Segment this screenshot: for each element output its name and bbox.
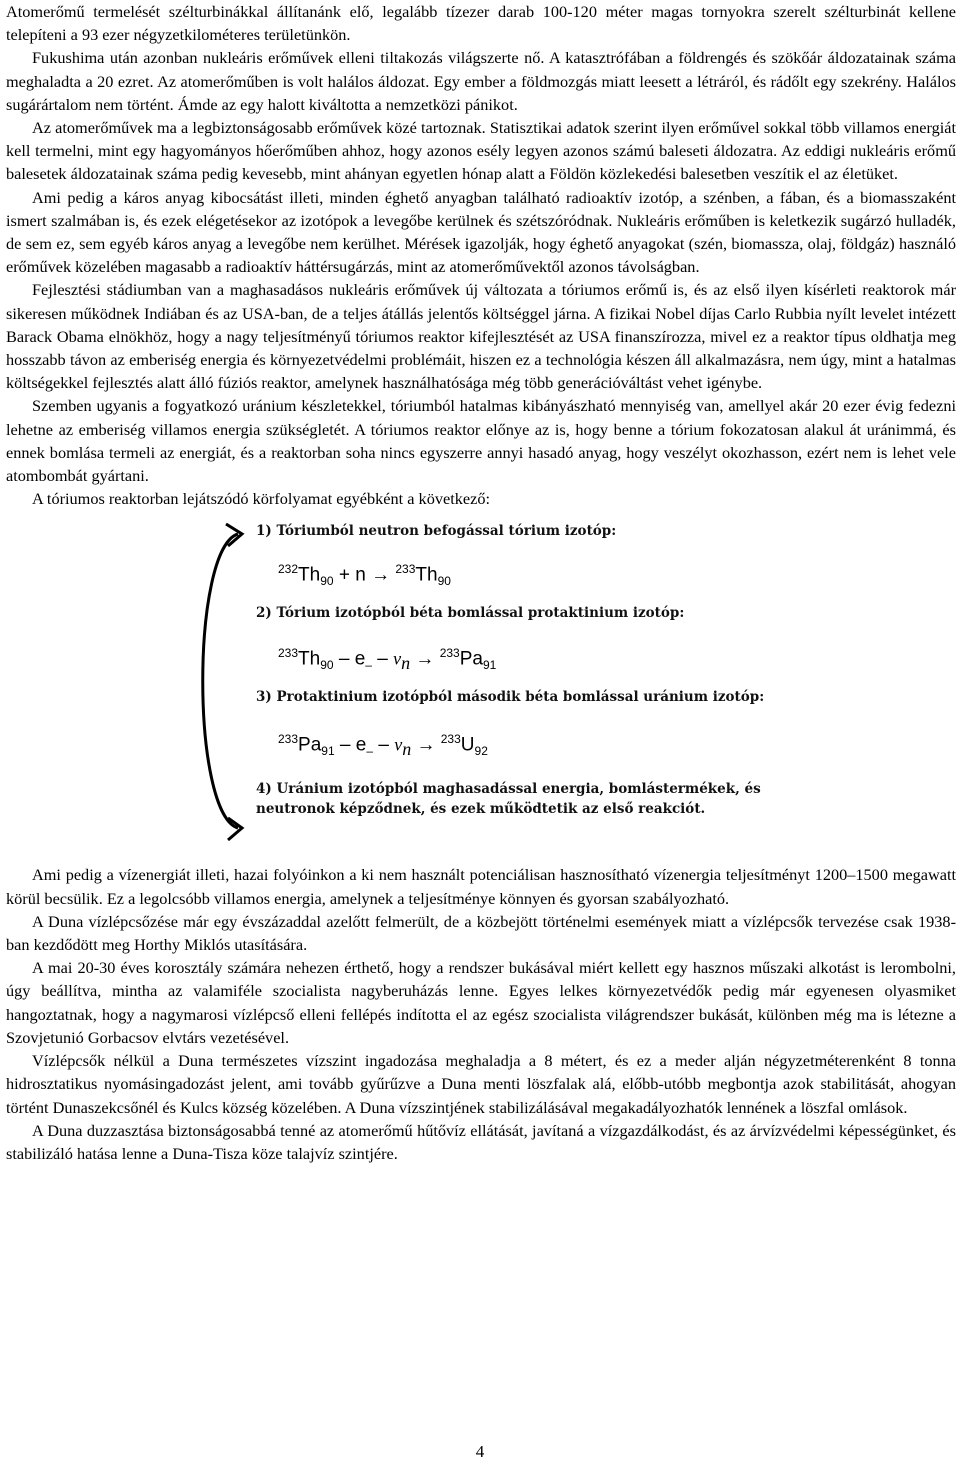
step-2-title: 2) Tórium izotópból béta bomlással protaktinium izotóp: [256, 605, 685, 622]
page-number: 4 [475, 1442, 485, 1461]
cycle-arrow-diagram [6, 516, 266, 851]
paragraph-danube-history: A Duna vízlépcsőzése már egy évszázaddal azelőtt felmerült, de a közbejött történelmi események miatt a vízlépcsők tervezése csak 1938-ban kezdődött meg Horthy Miklós utasítására. [6, 911, 956, 955]
paragraph-fukushima: Fukushima után azonban nukleáris erőművek elleni tiltakozás világszerte nő. A katasztrófában a földrengés és szökőár áldozatainak száma meghaladta a 20 ezret. Az atomerőműben is volt halálos áldozat. Egy ember a földmozgás miatt leesett a létráról, és rádőlt egy szekrény. Halálos sugárártalom nem történt. Ámde az egy halott kiváltotta a nemzetközi pánikot. [6, 48, 956, 114]
paragraph-hydro: Ami pedig a vízenergiát illeti, hazai folyóinkon a ki nem használt potenciálisan hasznosítható vízenergia teljesítményt 1200–1500 megawatt körül becsülik. Ez a legolcsóbb villamos energia, amelynek a teljesítménye könnyen és gyorsan szabályozható. [6, 865, 956, 908]
paragraph-danube-damming: A Duna duzzasztása biztonságosabbá tenné az atomerőmű hűtővíz ellátását, javítaná a vízgazdálkodást, és az árvízvédelmi képességünket, és stabilizáló hatása lenne a Duna-Tisza köze talajvíz szintjére. [6, 1120, 956, 1163]
paragraph-loess-walls: Vízlépcsők nélkül a Duna természetes vízszint ingadozása meghaladja a 8 métert, és ez a meder alján négyzetméterenként 8 tonna hidrosztatikus nyomásingadozást jelent, ami tovább gyűrűzve a Duna menti löszfalak alá, előbb-utóbb megbontja azok stabilitását, ahogyan történt Dunaszekcsőnél és Kulcs község közelében. A Duna vízszintjének stabilizálásával megakadályozhatók lennének a löszfal omlások. [6, 1051, 956, 1117]
step-4-title-line-1: 4) Uránium izotópból maghasadással energia, bomlástermékek, és [256, 781, 761, 798]
equation-3: $^{233}Pa_{91} - e_- - \nu_n \to ^{233}U_{92}$ [278, 732, 488, 760]
thorium-cycle-figure [6, 516, 956, 851]
paragraph-thorium-development: Fejlesztési stádiumban van a maghasadásos nukleáris erőművek új változata a tóriumos erőmű is, és az első ilyen kísérleti reaktorok már sikeresen működnek Indiában és az USA-ban, de a teljes átállás jelentős költséggel járna. A fizikai Nobel díjas Carlo Rubbia nyílt levelet intézett Barack Obama elnökhöz, hogy a nagy teljesítményű tóriumos reaktor kifejlesztését az USA finanszírozza, mivel ez a reaktor típus oldhatja meg hosszabb távon az emberiség energia és környezetvédelmi problémáit, hiszen ez a technológia készen áll alkalmazásra, nem úgy, mint a hatalmas költségekkel fejlesztés alatt álló fúziós reaktor, amelynek használhatósága még több generációváltást vehet igénybe. [6, 280, 956, 393]
document-page [6, 0, 956, 1165]
equation-2: $^{233}Th_{90} - e_- - \nu_n \to ^{233}Pa_{91}$ [278, 646, 497, 674]
cycle-arrowhead-bottom [228, 818, 242, 840]
paragraph-safety: Az atomerőművek ma a legbiztonságosabb erőművek közé tartoznak. Statisztikai adatok szerint ilyen erőművel sokkal több villamos energiát kell termelni, mint egy hagyományos hőerőműben ahhoz, hogy azonos esély legyen azonos számú baleseti áldozatra. Az eddigi nukleáris erőmű balesetek áldozatainak száma pedig kevesebb, mint ahányan egyetlen hónap alatt a Földön közlekedési balesetben veszítik el az életüket. [6, 118, 956, 184]
paragraph-emissions: Ami pedig a káros anyag kibocsátást illeti, minden éghető anyagban található radioaktív izotóp, a szénben, a fában, és a biomasszaként ismert szalmában is, és ezek elégetésekor az izotópok a levegőbe kerülnek és szétszóródnak. Nukleáris erőműben is keletkezik sugárzó hulladék, de sem ez, sem egyéb káros anyag a levegőbe nem kerülhet. Mérések igazolják, hogy éghető anyagokat (szén, biomassza, olaj, földgáz) használó erőművek közelében magasabb a radioaktív háttérsugárzás, mint az atomerőművektől azonos távolságban. [6, 187, 956, 277]
equation-1: $^{232}Th_{90} + n \to ^{233}Th_{90}$ [278, 562, 451, 589]
cycle-arc [203, 534, 238, 828]
paragraph-wind-turbines: Atomerőmű termelését szélturbinákkal állítanánk elő, legalább tízezer darab 100-120 méter magas tornyokra szerelt szélturbinát kellene telepíteni a 93 ezer négyzetkilométeres területünkön. [6, 2, 956, 45]
step-3-title: 3) Protaktinium izotópból második béta bomlással uránium izotóp: [256, 689, 765, 706]
step-4-title-line-2: neutronok képződnek, és ezek működtetik az első reakciót. [256, 801, 706, 818]
paragraph-cycle-intro: A tóriumos reaktorban lejátszódó körfolyamat egyébként a következő: [32, 489, 490, 509]
paragraph-generation: A mai 20-30 éves korosztály számára nehezen érthető, hogy a rendszer bukásával miért kellett egy hasznos műszaki alkotást is lerombolni, úgy beállítva, mintha az valamiféle szocialista nagyberuházás lenne. Egyes lelkes környezetvédők pedig már egyenesen olyasmiket hangoztatnak, hogy a nagymarosi vízlépcső elleni fellépés indította el az egész szocialista világrendszer bukását, különben még ma is létezne a Szovjetunió Gorbacsov elvtárs vezetésével. [6, 958, 956, 1047]
paragraph-thorium-reserves: Szemben ugyanis a fogyatkozó uránium készletekkel, tóriumból hatalmas kibányászható mennyiség van, amellyel akár 20 ezer évig fedezni lehetne az emberiség villamos energia szükségletét. A tóriumos reaktor előnye az is, hogy benne a tórium fokozatosan alakul át uránimmá, és ennek bomlása termeli az energiát, és a reaktorban soha nincs egyszerre annyi hasadó anyag, hogy veszélyt okozhasson, ezért nem is lehet vele atombombát gyártani. [6, 396, 956, 486]
step-1-title: 1) Tóriumból neutron befogással tórium izotóp: [256, 523, 617, 540]
